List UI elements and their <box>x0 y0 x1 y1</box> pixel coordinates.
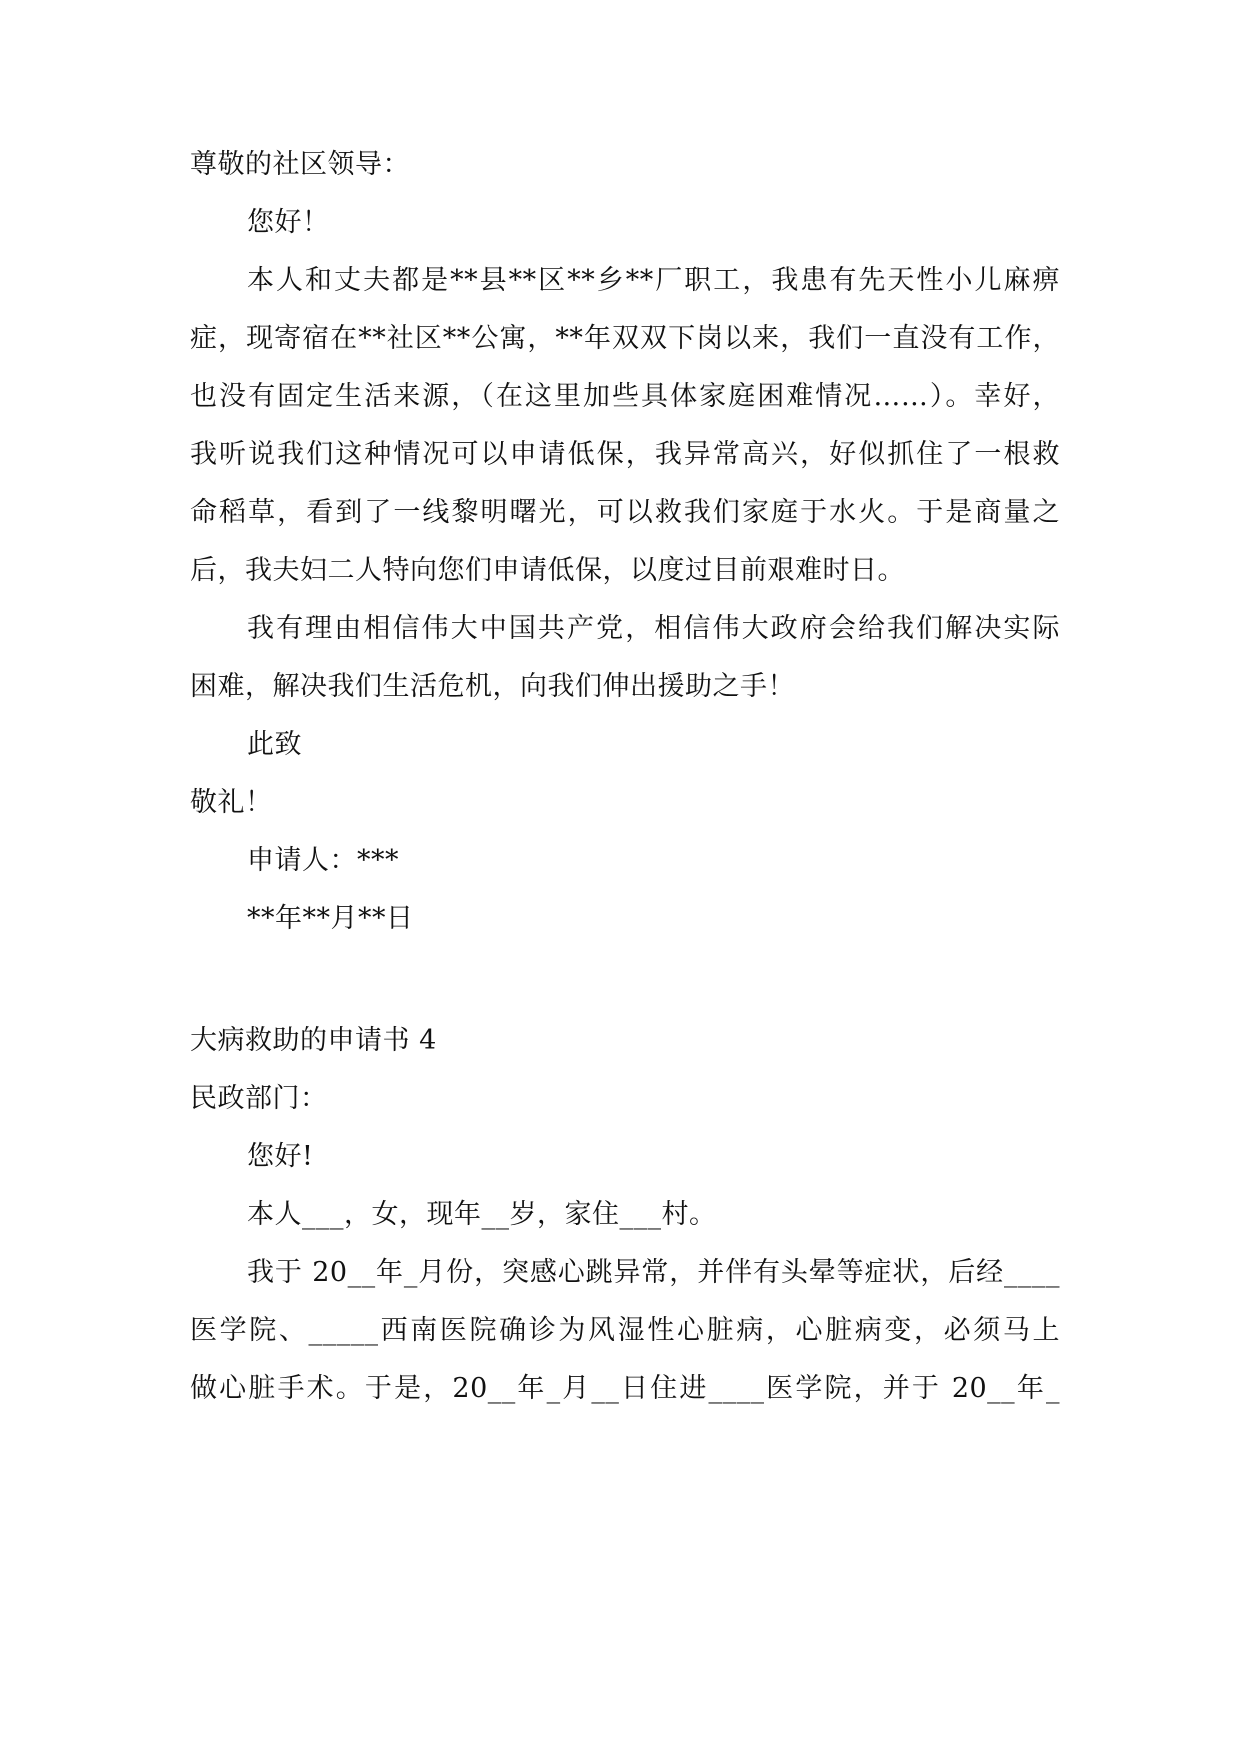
body-line: 医学院、_____西南医院确诊为风湿性心脏病，心脏病变，必须马上 <box>190 1315 1060 1346</box>
body-line: 困难，解决我们生活危机，向我们伸出援助之手！ <box>190 671 795 702</box>
body-line: 后，我夫妇二人特向您们申请低保，以度过目前艰难时日。 <box>190 555 905 586</box>
salutation: 民政部门： <box>190 1083 328 1114</box>
applicant-signature: 申请人：*** <box>247 845 399 876</box>
salutation: 尊敬的社区领导： <box>190 149 410 180</box>
letter-date: **年**月**日 <box>247 903 414 934</box>
section-title: 大病救助的申请书 4 <box>190 1025 437 1056</box>
closing-line: 此致 <box>247 729 302 760</box>
body-line: 本人___，女，现年__岁，家住___村。 <box>247 1199 717 1230</box>
body-line: 本人和丈夫都是**县**区**乡**厂职工，我患有先天性小儿麻痹 <box>247 265 1060 296</box>
body-line: 也没有固定生活来源，（在这里加些具体家庭困难情况……）。幸好， <box>190 381 1060 412</box>
body-line: 症，现寄宿在**社区**公寓，**年双双下岗以来，我们一直没有工作， <box>190 323 1060 354</box>
greeting: 您好! <box>247 1141 314 1172</box>
greeting: 您好！ <box>247 207 330 238</box>
body-line: 我于 20__年_月份，突感心跳异常，并伴有头晕等症状，后经____ <box>247 1257 1060 1288</box>
closing-regards: 敬礼！ <box>190 787 273 818</box>
body-line: 命稻草，看到了一线黎明曙光，可以救我们家庭于水火。于是商量之 <box>190 497 1060 528</box>
body-line: 我听说我们这种情况可以申请低保，我异常高兴，好似抓住了一根救 <box>190 439 1060 470</box>
body-line: 我有理由相信伟大中国共产党，相信伟大政府会给我们解决实际 <box>247 613 1060 644</box>
body-line: 做心脏手术。于是，20__年_月__日住进____医学院，并于 20__年_ <box>190 1373 1060 1404</box>
